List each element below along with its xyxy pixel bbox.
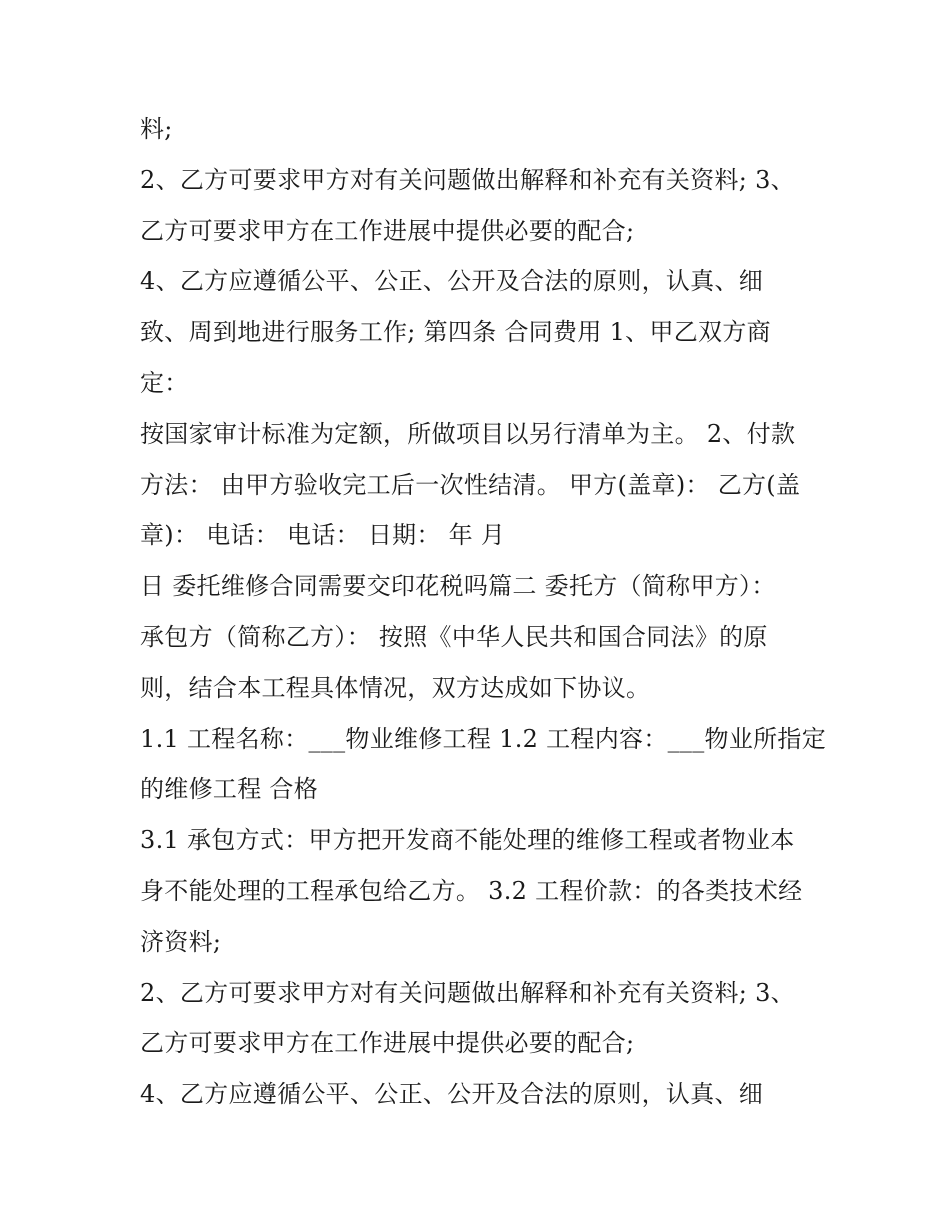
text-line: 身不能处理的工程承包给乙方。 3.2 工程价款：的各类技术经 (140, 876, 803, 905)
text-line: 2、乙方可要求甲方对有关问题做出解释和补充有关资料; 3、 (140, 165, 795, 194)
text-line: 方法： 由甲方验收完工后一次性结清。 甲方(盖章)： 乙方(盖 (140, 470, 801, 499)
text-line: 2、乙方可要求甲方对有关问题做出解释和补充有关资料; 3、 (140, 978, 795, 1007)
text-line: 则，结合本工程具体情况，双方达成如下协议。 (140, 673, 651, 702)
text-line: 章)： 电话： 电话： 日期： 年 月 (140, 521, 506, 550)
text-line: 料; (140, 115, 173, 143)
text-line: 定： (140, 368, 189, 397)
text-line: 按国家审计标准为定额，所做项目以另行清单为主。 2、付款 (140, 419, 796, 448)
text-line: 4、乙方应遵循公平、公正、公开及合法的原则，认真、细 (140, 1080, 764, 1109)
text-line: 乙方可要求甲方在工作进展中提供必要的配合; (140, 216, 635, 245)
text-line: 的维修工程 合格 (140, 775, 319, 804)
text-line: 承包方（简称乙方）： 按照《中华人民共和国合同法》的原 (140, 622, 768, 651)
text-line: 4、乙方应遵循公平、公正、公开及合法的原则，认真、细 (140, 267, 764, 296)
text-line: 1.1 工程名称：___物业维修工程 1.2 工程内容：___物业所指定 (140, 724, 827, 753)
text-line: 济资料; (140, 927, 222, 956)
text-line: 乙方可要求甲方在工作进展中提供必要的配合; (140, 1029, 635, 1058)
text-line: 日 委托维修合同需要交印花税吗篇二 委托方（简称甲方）： (140, 572, 776, 601)
text-line: 致、周到地进行服务工作; 第四条 合同费用 1、甲乙双方商 (140, 318, 771, 347)
text-line: 3.1 承包方式：甲方把开发商不能处理的维修工程或者物业本 (140, 826, 795, 855)
document-body (140, 104, 827, 1120)
